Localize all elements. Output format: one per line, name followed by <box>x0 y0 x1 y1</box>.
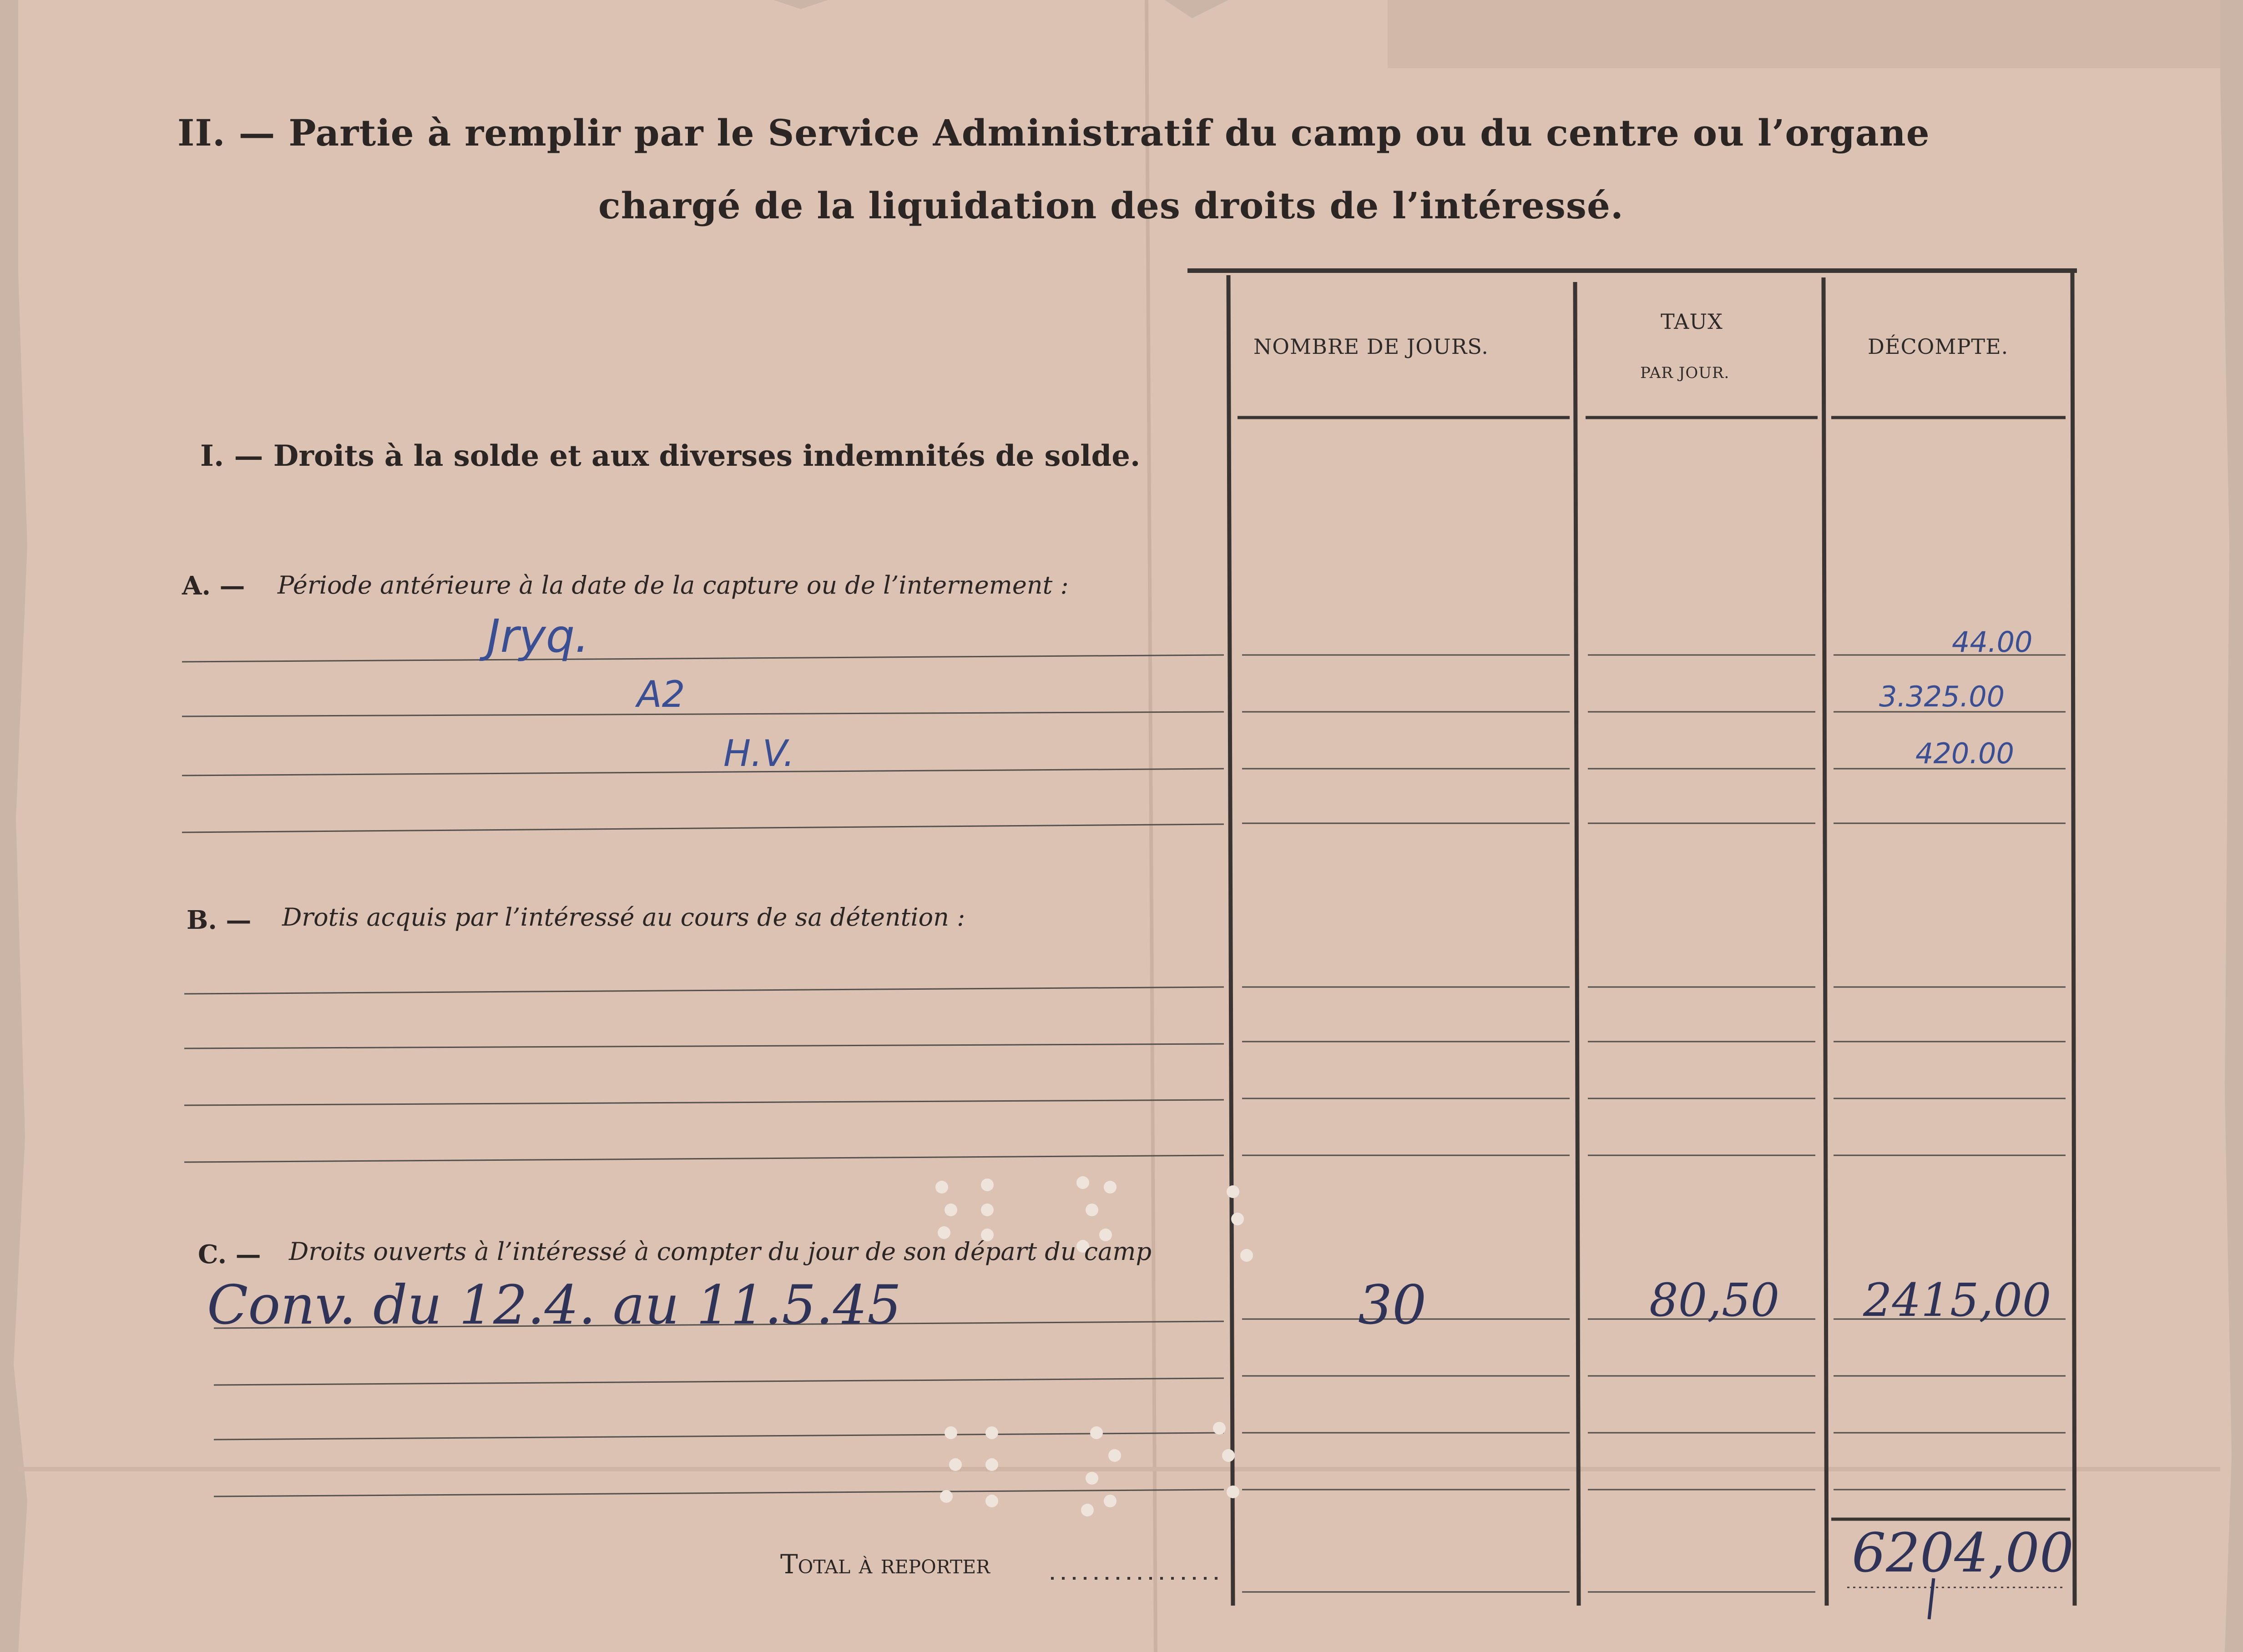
entry-a1-label: Jryq. <box>487 609 590 663</box>
col-header-rate-sub: PAR JOUR. <box>1640 364 1730 382</box>
entry-a2-label: A2 <box>637 673 685 715</box>
entry-a3-amount: 420.00 <box>1915 737 2014 770</box>
section-1-title: I. — Droits à la solde et aux diverses indemnités de solde. <box>200 439 1141 473</box>
paper-body <box>14 0 2232 1652</box>
total-amount: 6204,00 <box>1852 1521 2074 1584</box>
col-header-total: DÉCOMPTE. <box>1868 334 2009 359</box>
section-c-text: Droits ouverts à l’intéressé à compter du jour de son départ du camp <box>289 1237 1152 1266</box>
form-title-line-2: chargé de la liquidation des droits de l’intéressé. <box>598 184 1624 227</box>
section-b-text: Drotis acquis par l’intéressé au cours de sa détention : <box>282 903 965 932</box>
entry-a1-amount: 44.00 <box>1952 625 2033 659</box>
entry-c-days: 30 <box>1358 1274 1427 1336</box>
total-label: Total à reporter <box>780 1549 990 1580</box>
section-c-letter: C. — <box>198 1239 261 1269</box>
entry-a2-amount: 3.325.00 <box>1879 680 2005 713</box>
entry-c-label: Conv. du 12.4. au 11.5.45 <box>207 1274 902 1336</box>
top-tear-shade <box>1388 0 2220 68</box>
section-a-letter: A. — <box>182 571 245 601</box>
section-a-text: Période antérieure à la date de la capture ou de l’internement : <box>278 571 1069 599</box>
section-b-letter: B. — <box>187 905 252 935</box>
entry-a3-label: H.V. <box>723 732 795 775</box>
entry-c-amount: 2415,00 <box>1863 1274 2051 1327</box>
entry-c-rate: 80,50 <box>1649 1274 1780 1327</box>
col-header-days: NOMBRE DE JOURS. <box>1253 334 1489 359</box>
col-header-rate: TAUX <box>1661 309 1723 334</box>
form-title-line-1: II. — Partie à remplir par le Service Administratif du camp ou du centre ou l’organe <box>177 111 1930 154</box>
